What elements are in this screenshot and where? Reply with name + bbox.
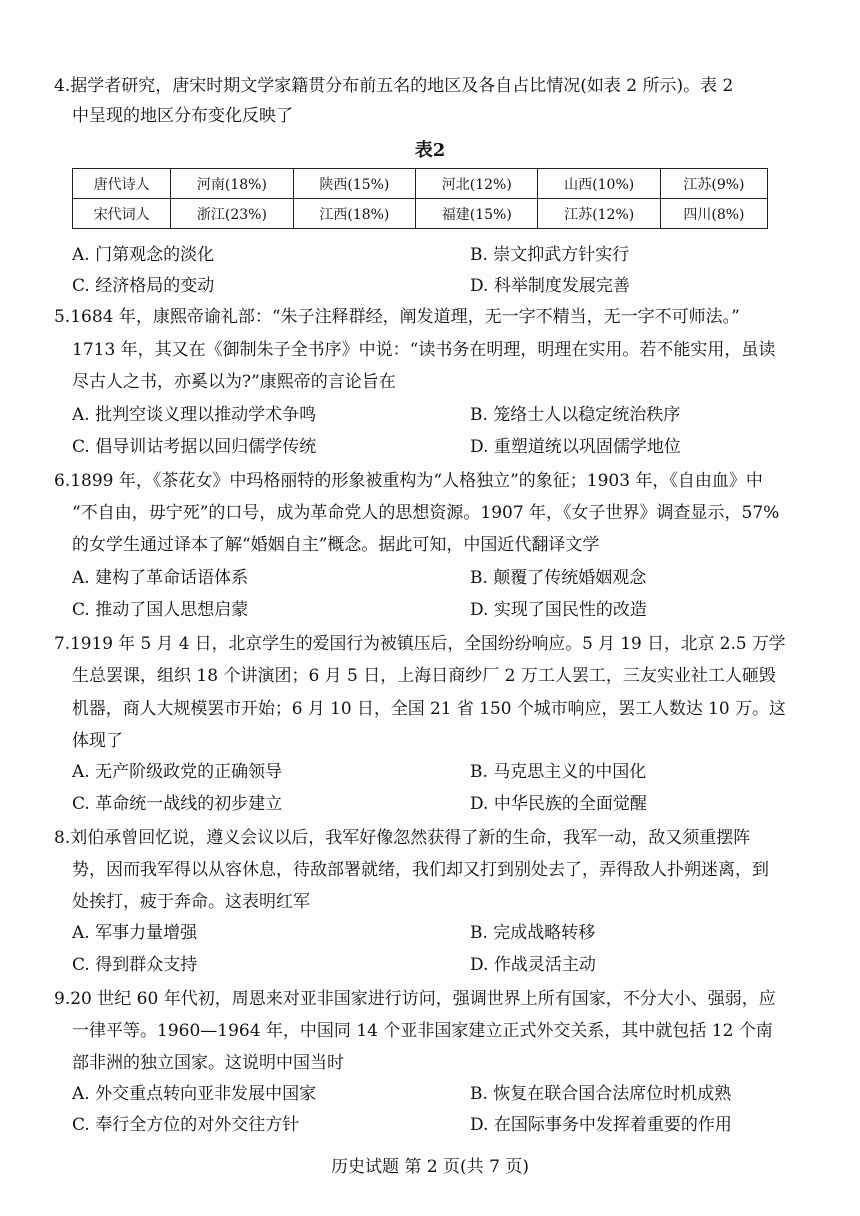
q9-stem-line-2: 一律平等。1960—1964 年，中国同 14 个亚非国家建立正式外交关系，其中就包括 12 个南 bbox=[72, 1021, 773, 1041]
q9-option-a[interactable]: A. 外交重点转向亚非发展中国家 bbox=[72, 1084, 317, 1104]
q7-option-c[interactable]: C. 革命统一战线的初步建立 bbox=[72, 794, 283, 814]
q5-stem-line-1: 5.1684 年，康熙帝谕礼部：“朱子注释群经，阐发道理，无一字不精当，无一字不可师法。” bbox=[54, 307, 740, 327]
table-row bbox=[73, 169, 768, 199]
q7-option-a[interactable]: A. 无产阶级政党的正确领导 bbox=[72, 762, 283, 782]
q8-option-d[interactable]: D. 作战灵活主动 bbox=[470, 955, 596, 975]
page-footer: 历史试题 第 2 页(共 7 页) bbox=[331, 1157, 529, 1177]
table-cell: 四川(8%) bbox=[660, 199, 767, 229]
q8-option-c[interactable]: C. 得到群众支持 bbox=[72, 955, 198, 975]
q8-option-a[interactable]: A. 军事力量增强 bbox=[72, 923, 198, 943]
q5-option-d[interactable]: D. 重塑道统以巩固儒学地位 bbox=[470, 437, 681, 457]
q9-option-c[interactable]: C. 奉行全方位的对外交往方针 bbox=[72, 1115, 300, 1135]
q6-stem-line-2: “不自由，毋宁死”的口号，成为革命党人的思想资源。1907 年，《女子世界》调查显示，57% bbox=[72, 503, 780, 523]
q4-option-b[interactable]: B. 崇文抑武方针实行 bbox=[470, 245, 630, 265]
q6-option-a[interactable]: A. 建构了革命话语体系 bbox=[72, 568, 249, 588]
table-cell: 山西(10%) bbox=[538, 169, 660, 199]
table-cell: 宋代词人 bbox=[73, 199, 171, 229]
q6-stem-line-3: 的女学生通过译本了解“婚姻自主”概念。据此可知，中国近代翻译文学 bbox=[72, 535, 600, 555]
q7-stem-line-4: 体现了 bbox=[72, 731, 123, 751]
table-cell: 福建(15%) bbox=[416, 199, 538, 229]
table-caption: 表2 bbox=[414, 140, 446, 161]
q8-stem-line-2: 势，因而我军得以从容休息，待敌部署就绪，我们却又打到别处去了，弄得敌人扑朔迷离，到 bbox=[72, 860, 769, 880]
table-cell: 陕西(15%) bbox=[293, 169, 415, 199]
q6-option-b[interactable]: B. 颠覆了传统婚姻观念 bbox=[470, 568, 647, 588]
q9-option-d[interactable]: D. 在国际事务中发挥着重要的作用 bbox=[470, 1115, 732, 1135]
q5-option-b[interactable]: B. 笼络士人以稳定统治秩序 bbox=[470, 405, 681, 425]
region-distribution-table bbox=[72, 168, 768, 229]
q4-stem-line-2: 中呈现的地区分布变化反映了 bbox=[72, 106, 293, 126]
table-cell: 河北(12%) bbox=[416, 169, 538, 199]
q7-option-d[interactable]: D. 中华民族的全面觉醒 bbox=[470, 794, 647, 814]
q6-stem-line-1: 6.1899 年，《茶花女》中玛格丽特的形象被重构为“人格独立”的象征；1903 年，《自由血》中 bbox=[54, 471, 763, 491]
table-cell: 江苏(12%) bbox=[538, 199, 660, 229]
table-cell: 江苏(9%) bbox=[660, 169, 767, 199]
q7-stem-line-3: 机器，商人大规模罢市开始；6 月 10 日，全国 21 省 150 个城市响应，罢工人数达 10 万。这 bbox=[72, 699, 786, 719]
q7-stem-line-2: 生总罢课，组织 18 个讲演团；6 月 5 日，上海日商纱厂 2 万工人罢工，三友实业社工人砸毁 bbox=[72, 666, 776, 686]
table-cell: 唐代诗人 bbox=[73, 169, 171, 199]
table-cell: 浙江(23%) bbox=[171, 199, 293, 229]
q4-stem-line-1: 4.据学者研究，唐宋时期文学家籍贯分布前五名的地区及各自占比情况(如表 2 所示)。表 2 bbox=[54, 76, 734, 96]
q7-stem-line-1: 7.1919 年 5 月 4 日，北京学生的爱国行为被镇压后，全国纷纷响应。5 月 19 日，北京 2.5 万学 bbox=[54, 634, 786, 654]
q5-stem-line-3: 尽古人之书，亦奚以为?”康熙帝的言论旨在 bbox=[72, 372, 396, 392]
q9-stem-line-3: 部非洲的独立国家。这说明中国当时 bbox=[72, 1053, 344, 1073]
q6-option-c[interactable]: C. 推动了国人思想启蒙 bbox=[72, 600, 249, 620]
q4-option-d[interactable]: D. 科举制度发展完善 bbox=[470, 276, 630, 296]
q8-stem-line-1: 8.刘伯承曾回忆说，遵义会议以后，我军好像忽然获得了新的生命，我军一动，敌又须重摆阵 bbox=[54, 828, 751, 848]
q5-stem-line-2: 1713 年，其又在《御制朱子全书序》中说：“读书务在明理，明理在实用。若不能实用，虽读 bbox=[72, 340, 776, 360]
q9-option-b[interactable]: B. 恢复在联合国合法席位时机成熟 bbox=[470, 1084, 732, 1104]
q8-option-b[interactable]: B. 完成战略转移 bbox=[470, 923, 596, 943]
q5-option-c[interactable]: C. 倡导训诂考据以回归儒学传统 bbox=[72, 437, 317, 457]
table-row bbox=[73, 199, 768, 229]
q4-option-c[interactable]: C. 经济格局的变动 bbox=[72, 276, 215, 296]
q7-option-b[interactable]: B. 马克思主义的中国化 bbox=[470, 762, 647, 782]
q8-stem-line-3: 处挨打，疲于奔命。这表明红军 bbox=[72, 892, 310, 912]
q5-option-a[interactable]: A. 批判空谈义理以推动学术争鸣 bbox=[72, 405, 317, 425]
table-cell: 江西(18%) bbox=[293, 199, 415, 229]
table-cell: 河南(18%) bbox=[171, 169, 293, 199]
q9-stem-line-1: 9.20 世纪 60 年代初，周恩来对亚非国家进行访问，强调世界上所有国家，不分大小、强弱，应 bbox=[54, 989, 776, 1009]
q4-option-a[interactable]: A. 门第观念的淡化 bbox=[72, 245, 215, 265]
q6-option-d[interactable]: D. 实现了国民性的改造 bbox=[470, 600, 647, 620]
